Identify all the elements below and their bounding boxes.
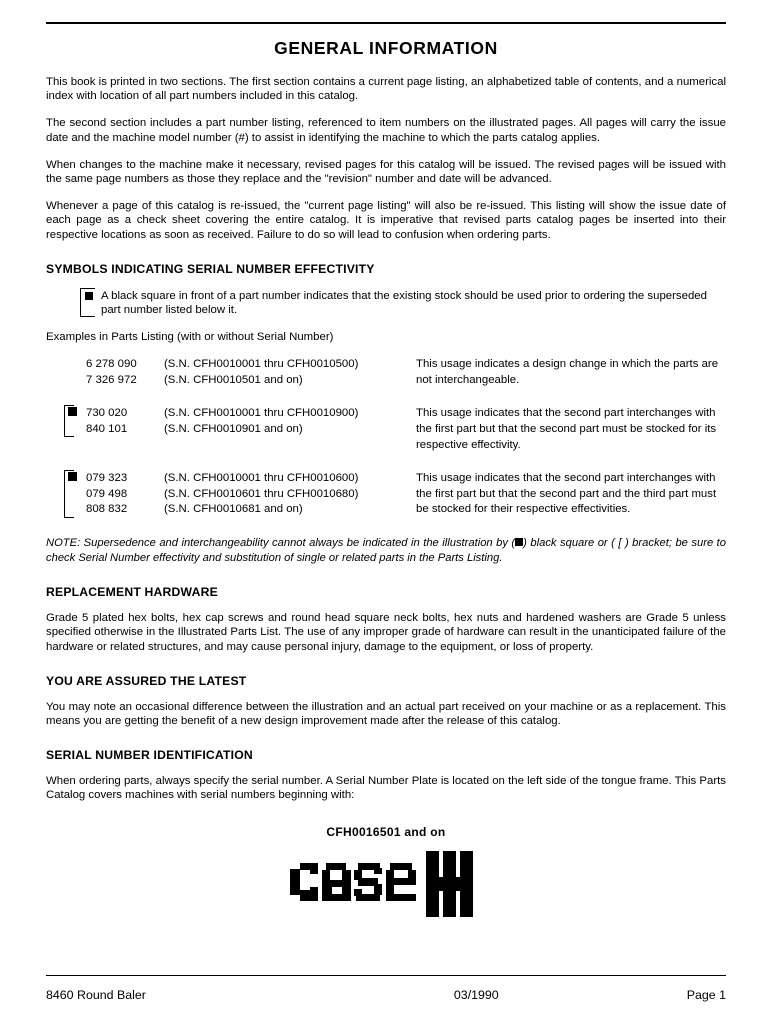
footer-date: 03/1990 bbox=[453, 988, 499, 1002]
part-number: 079 498 bbox=[86, 487, 128, 500]
page-title: GENERAL INFORMATION bbox=[274, 38, 498, 58]
black-square-icon bbox=[68, 472, 77, 481]
supersedence-note bbox=[46, 536, 726, 565]
part-serial: (S.N. CFH0010601 thru CFH0010680) bbox=[164, 487, 359, 500]
section-heading-serial: SERIAL NUMBER IDENTIFICATION bbox=[46, 748, 253, 763]
supersedence-note-part2: ) black square or ( [ ) bracket; be sure to check Serial Number effectivity and substitution of single or related parts in the Parts Listing. bbox=[46, 536, 726, 564]
part-row bbox=[86, 357, 416, 373]
top-divider bbox=[46, 22, 726, 24]
serial-body: When ordering parts, always specify the serial number. A Serial Number Plate is located on the left side of the tongue frame. This Parts Catalog covers machines with serial numbers beginning with: bbox=[46, 775, 726, 802]
part-serial: (S.N. CFH0010001 thru CFH0010600) bbox=[164, 472, 359, 485]
example-description-1: This usage indicates a design change in which the parts are not interchangeable. bbox=[416, 358, 719, 386]
part-number: 730 020 bbox=[86, 407, 128, 420]
part-row bbox=[86, 373, 416, 389]
part-serial: (S.N. CFH0010681 and on) bbox=[164, 503, 303, 516]
hardware-body: Grade 5 plated hex bolts, hex cap screws and round head square neck bolts, hex nuts and hardened washers are Grade 5 unless specified otherwise in the Illustrated Parts List. The use of any improper grade of hardware can result in the unanticipated failure of the hardware or related structures, and may cause personal injury, damage to the equipment, or loss of property. bbox=[46, 612, 726, 653]
footer-model: 8460 Round Baler bbox=[46, 988, 146, 1002]
example-group-1 bbox=[46, 357, 726, 388]
intro-paragraph-2: The second section includes a part number listing, referenced to item numbers on the illustrated pages. All pages will carry the issue date and the machine model number (#) to assist in identifying the machine to which the parts catalog applies. bbox=[46, 117, 726, 144]
document-page bbox=[0, 22, 772, 1022]
example-parts-3 bbox=[86, 471, 416, 518]
example-marker-none bbox=[46, 357, 86, 387]
black-square-icon bbox=[68, 407, 77, 416]
part-number: 6 278 090 bbox=[86, 358, 137, 371]
section-heading-hardware: REPLACEMENT HARDWARE bbox=[46, 585, 218, 600]
case-ih-logo-graphic bbox=[286, 847, 486, 921]
part-row bbox=[86, 406, 416, 422]
part-number: 7 326 972 bbox=[86, 373, 137, 386]
intro-paragraph-4: Whenever a page of this catalog is re-issued, the "current page listing" will also be re-issued. This listing will show the issue date of each page as a check sheet covering the entire catalog. It is imperative that revised parts catalog pages be inserted into their respective locations as soon as received. Failure to do so will lead to confusion when ordering parts. bbox=[46, 200, 726, 241]
example-description-2: This usage indicates that the second part interchanges with the first part but that the second part must be stocked for its respective effectivity. bbox=[416, 407, 717, 451]
part-number: 079 323 bbox=[86, 472, 128, 485]
serial-number-value: CFH0016501 and on bbox=[326, 824, 446, 839]
black-square-icon bbox=[515, 538, 523, 546]
bracket-icon bbox=[80, 288, 95, 317]
part-serial: (S.N. CFH0010001 thru CFH0010900) bbox=[164, 407, 359, 420]
example-group-2 bbox=[46, 406, 726, 453]
example-marker-2 bbox=[46, 406, 86, 436]
black-square-note bbox=[80, 288, 726, 317]
intro-paragraph-1: This book is printed in two sections. The first section contains a current page listing, an alphabetized table of contents, and a numerical index with location of all part numbers included in this catalog. bbox=[46, 76, 726, 103]
intro-paragraph-3: When changes to the machine make it necessary, revised pages for this catalog will be issued. The revised pages will be issued with the same page numbers as those they replace and the "revision" number and date will be advanced. bbox=[46, 158, 726, 186]
latest-body: You may note an occasional difference between the illustration and an actual part received on your machine or as a replacement. This means you are getting the benefit of a new design improvement made after the release of this catalog. bbox=[46, 700, 726, 727]
part-number: 808 832 bbox=[86, 503, 128, 516]
example-description-3: This usage indicates that the second part interchanges with the first part but that the second part and the third part must be stocked for their respective effectivities. bbox=[416, 472, 717, 516]
case-ih-logo bbox=[46, 847, 726, 921]
example-parts-2 bbox=[86, 406, 416, 437]
part-number: 840 101 bbox=[86, 423, 128, 436]
part-serial: (S.N. CFH0010001 thru CFH0010500) bbox=[164, 358, 359, 371]
examples-label: Examples in Parts Listing (with or without Serial Number) bbox=[46, 331, 334, 344]
part-row bbox=[86, 471, 416, 487]
footer-divider bbox=[46, 975, 726, 976]
part-serial: (S.N. CFH0010901 and on) bbox=[164, 423, 303, 436]
part-row bbox=[86, 422, 416, 438]
part-serial: (S.N. CFH0010501 and on) bbox=[164, 373, 303, 386]
section-heading-latest: YOU ARE ASSURED THE LATEST bbox=[46, 673, 247, 688]
example-group-3 bbox=[46, 471, 726, 518]
supersedence-note-part1: NOTE: Supersedence and interchangeability cannot always be indicated in the illustration by ( bbox=[46, 536, 516, 549]
black-square-icon bbox=[85, 292, 93, 300]
section-heading-symbols: SYMBOLS INDICATING SERIAL NUMBER EFFECTIVITY bbox=[46, 261, 375, 276]
example-parts-1 bbox=[86, 357, 416, 388]
footer-page-number: Page 1 bbox=[686, 988, 726, 1002]
example-marker-3 bbox=[46, 471, 86, 501]
part-row bbox=[86, 487, 416, 503]
black-square-note-text: A black square in front of a part number indicates that the existing stock should be used prior to ordering the superseded part number listed below it. bbox=[101, 289, 707, 317]
part-row bbox=[86, 502, 416, 518]
